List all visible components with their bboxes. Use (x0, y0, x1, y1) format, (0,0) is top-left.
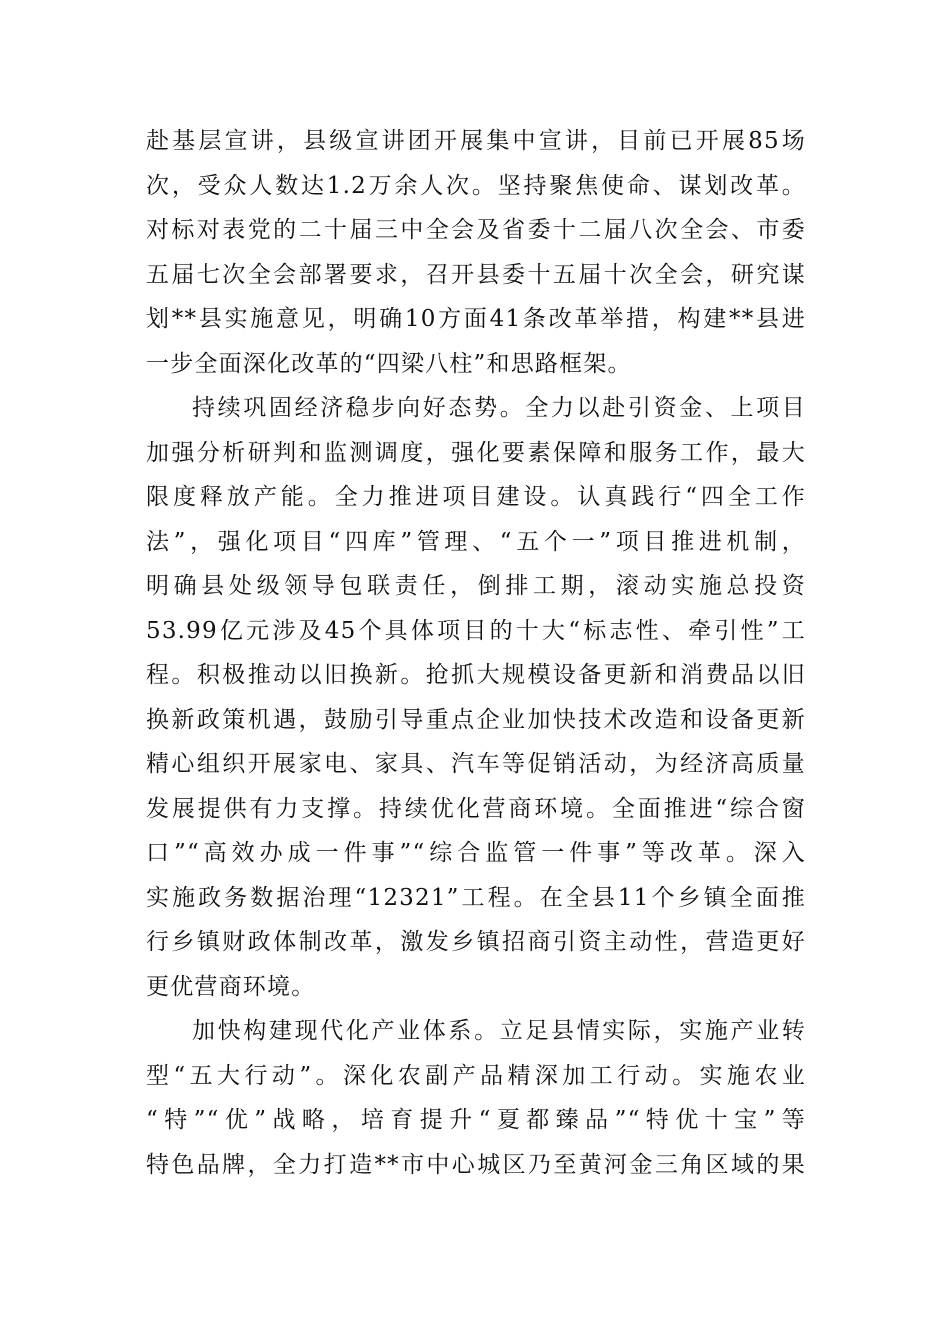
text-line: 更优营商环境。 (146, 973, 316, 1000)
text-line: 型“五大行动”。深化农副产品精深加工行动。实施农业 (146, 1062, 806, 1089)
text-line: 加强分析研判和监测调度，强化要素保障和服务工作，最大 (146, 439, 806, 466)
text-line: 精心组织开展家电、家具、汽车等促销活动，为经济高质量 (146, 751, 806, 777)
text-line: “特”“优”战略，培育提升“夏都臻品”“特优十宝”等 (146, 1107, 806, 1133)
paragraph-heading-line: 加快构建现代化产业体系。立足县情实际，实施产业转 (192, 1018, 806, 1044)
text-line: 实施政务数据治理“12321”工程。在全县11个乡镇全面推 (146, 884, 806, 911)
text-line: 口”“高效办成一件事”“综合监管一件事”等改革。深入 (146, 840, 806, 866)
text-line: 赴基层宣讲，县级宣讲团开展集中宣讲，目前已开展85场 (146, 128, 806, 154)
text-line: 划**县实施意见，明确10方面41条改革举措，构建**县进 (146, 306, 806, 332)
text-line: 法”，强化项目“四库”管理、“五个一”项目推进机制， (146, 528, 806, 555)
text-line: 限度释放产能。全力推进项目建设。认真践行“四全工作 (146, 484, 806, 510)
text-line: 五届七次全会部署要求，召开县委十五届十次全会，研究谋 (146, 261, 806, 288)
text-line: 行乡镇财政体制改革，激发乡镇招商引资主动性，营造更好 (146, 929, 806, 955)
text-line: 发展提供有力支撑。持续优化营商环境。全面推进“综合窗 (146, 795, 806, 822)
text-line: 对标对表党的二十届三中全会及省委十二届八次全会、市委 (146, 217, 806, 243)
document-body (146, 119, 806, 1187)
text-line: 换新政策机遇，鼓励引导重点企业加快技术改造和设备更新 (146, 706, 806, 733)
paragraph-heading-line: 持续巩固经济稳步向好态势。全力以赴引资金、上项目 (192, 395, 806, 421)
text-line: 次，受众人数达1.2万余人次。坚持聚焦使命、谋划改革。 (146, 172, 806, 199)
text-line: 明确县处级领导包联责任，倒排工期，滚动实施总投资 (146, 573, 806, 599)
text-line: 程。积极推动以旧换新。抢抓大规模设备更新和消费品以旧 (146, 662, 806, 688)
text-line: 一步全面深化改革的“四梁八柱”和思路框架。 (146, 350, 632, 377)
text-line: 特色品牌，全力打造**市中心城区乃至黄河金三角区域的果 (146, 1151, 806, 1178)
text-line: 53.99亿元涉及45个具体项目的十大“标志性、牵引性”工 (146, 617, 806, 644)
